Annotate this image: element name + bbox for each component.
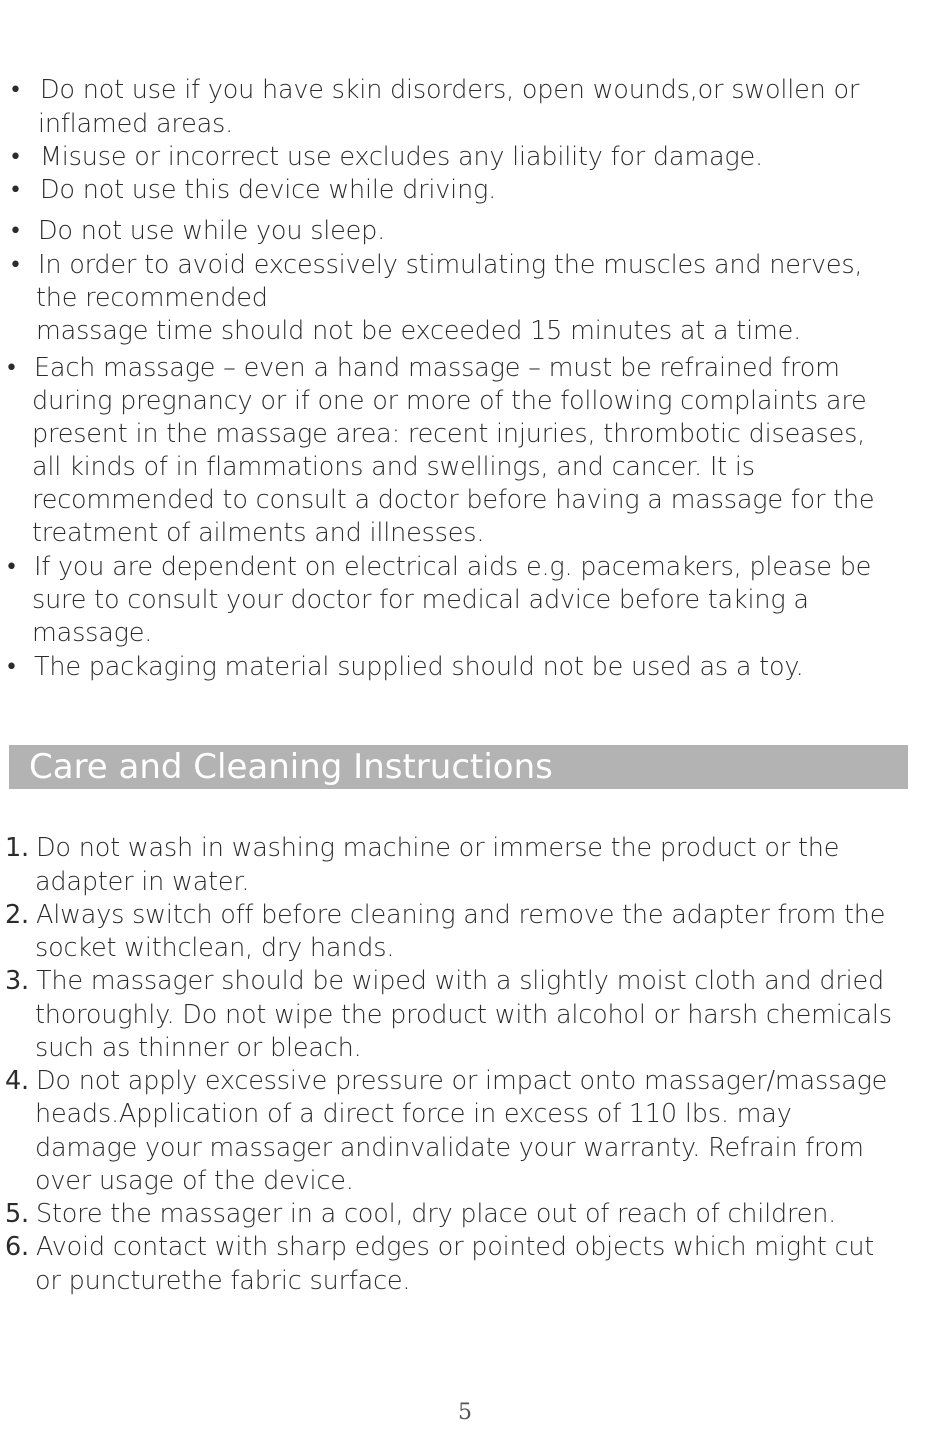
instruction-line: Do not apply excessive pressure or impact onto massager/massage — [36, 1066, 888, 1096]
warning-line: all kinds of in flammations and swellings, and cancer. It is — [32, 452, 755, 482]
instruction-line: Always switch off before cleaning and remove the adapter from the — [36, 900, 886, 930]
instruction-number: 5. — [5, 1199, 29, 1229]
warning-line: recommended to consult a doctor before having a massage for the — [32, 485, 875, 515]
bullet-dot: • — [5, 655, 18, 680]
bullet-dot: • — [9, 178, 22, 203]
bullet-dot: • — [9, 253, 22, 278]
instruction-line: heads.Application of a direct force in excess of 110 lbs. may — [35, 1099, 792, 1129]
bullet-dot: • — [9, 145, 22, 170]
instruction-line: socket withclean, dry hands. — [35, 933, 395, 963]
instruction-line: thoroughly. Do not wipe the product with alcohol or harsh chemicals — [35, 1000, 892, 1030]
warning-line: massage time should not be exceeded 15 minutes at a time. — [36, 316, 802, 346]
warning-line: In order to avoid excessively stimulating the muscles and nerves, — [38, 250, 863, 280]
instruction-line: damage your massager andinvalidate your warranty. Refrain from — [35, 1133, 864, 1163]
instruction-number: 2. — [5, 900, 29, 930]
warning-line: present in the massage area: recent injuries, thrombotic diseases, — [32, 419, 866, 449]
instruction-number: 6. — [5, 1232, 29, 1262]
warning-line: Do not use this device while driving. — [40, 175, 497, 205]
warning-line: during pregnancy or if one or more of the following complaints are — [32, 386, 867, 416]
bullet-dot: • — [5, 356, 18, 381]
section-title: Care and Cleaning Instructions — [29, 747, 553, 787]
page-number: 5 — [458, 1400, 472, 1425]
warning-line: The packaging material supplied should not be used as a toy. — [34, 652, 804, 682]
warning-line: Do not use while you sleep. — [38, 216, 386, 246]
instruction-line: over usage of the device. — [35, 1166, 354, 1196]
instruction-line: Avoid contact with sharp edges or pointed objects which might cut — [36, 1232, 875, 1262]
warning-line: sure to consult your doctor for medical advice before taking a — [32, 585, 809, 615]
warning-line: Misuse or incorrect use excludes any liability for damage. — [40, 142, 763, 172]
warning-line: inflamed areas. — [38, 109, 234, 139]
warning-line: If you are dependent on electrical aids e.g. pacemakers, please be — [34, 552, 872, 582]
instruction-number: 4. — [5, 1066, 29, 1096]
warning-line: Each massage – even a hand massage – must be refrained from — [34, 353, 840, 383]
instruction-number: 1. — [5, 833, 29, 863]
warning-line: treatment of ailments and illnesses. — [32, 518, 485, 548]
instruction-line: such as thinner or bleach. — [35, 1033, 362, 1063]
warning-line: massage. — [32, 618, 153, 648]
instruction-line: adapter in water. — [35, 867, 250, 897]
instruction-number: 3. — [5, 966, 29, 996]
instruction-line: The massager should be wiped with a slightly moist cloth and dried — [36, 966, 884, 996]
warning-line: Do not use if you have skin disorders, open wounds,or swollen or — [40, 75, 860, 105]
bullet-dot: • — [9, 219, 22, 244]
instruction-line: Do not wash in washing machine or immerse the product or the — [36, 833, 840, 863]
warning-line: the recommended — [36, 283, 268, 313]
bullet-dot: • — [5, 555, 18, 580]
instruction-line: or puncturethe fabric surface. — [35, 1266, 411, 1296]
section-heading-bar — [9, 745, 908, 789]
instruction-line: Store the massager in a cool, dry place out of reach of children. — [36, 1199, 837, 1229]
bullet-dot: • — [9, 78, 22, 103]
